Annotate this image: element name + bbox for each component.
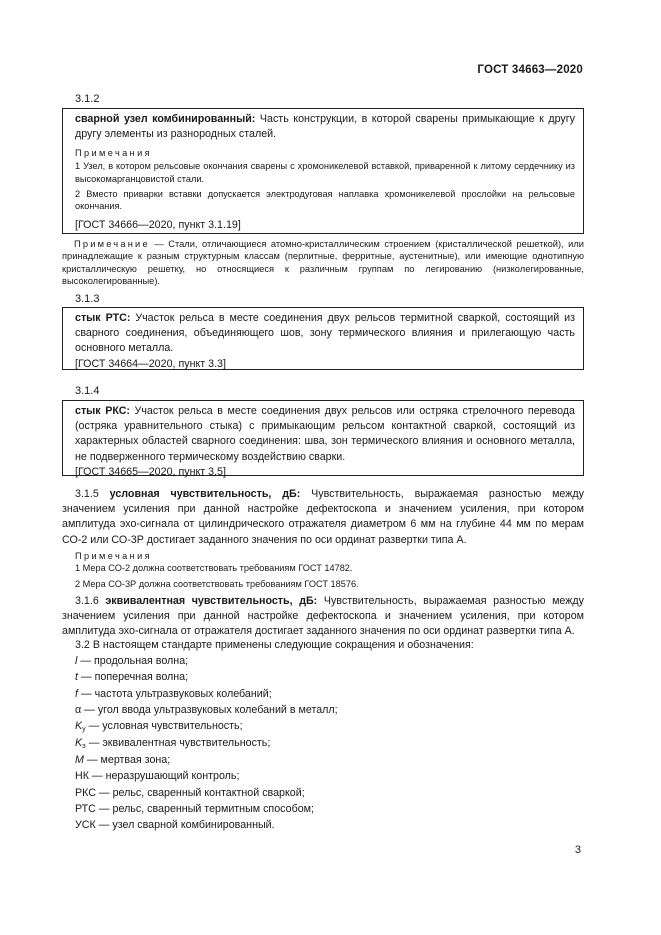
abbreviation-text: — рельс, сваренный термитным способом; bbox=[95, 803, 314, 815]
term: стык РТС: bbox=[75, 312, 131, 324]
definition: Чувствительность, выражаемая разностью между значением усиления при данной настройке дефектоскопа и значением усиления, при котором амплитуда эхо-сигнала от цилиндрического отражателя диаметром 6 мм на глубине 44 мм по мерам СО-2 или СО-3Р достигает заданного значения по оси ординат развертки типа А. bbox=[62, 488, 584, 546]
abbreviation-subscript: э bbox=[82, 743, 86, 750]
term: условная чувствительность, дБ: bbox=[109, 488, 301, 500]
abbreviation-symbol: УСК bbox=[75, 819, 96, 831]
abbreviation-text: — рельс, сваренный контактной сваркой; bbox=[95, 787, 305, 799]
definition: Чувствительность, выражаемая разностью между значением усиления при данной настройке дефектоскопа и значением усиления, при котором амплитуда эхо-сигнала от отражателя достигает заданного значения по оси ординат развертки типа А. bbox=[62, 595, 584, 638]
abbreviation-symbol: НК bbox=[75, 770, 89, 782]
abbreviation-text: — эквивалентная чувствительность; bbox=[85, 737, 271, 749]
definition: Участок рельса в месте соединения двух рельсов или остряка стрелочного перевода (остряка уравнительного стыка) с примыкающим рельсом контактной сваркой, состоящий из характерных областей сварного соединения: шва, зон термического влияния и основного металла, не подверженного термическому воздействию сварки. bbox=[75, 405, 575, 463]
source-reference: [ГОСТ 34666—2020, пункт 3.1.19] bbox=[75, 218, 241, 231]
section-number: 3.1.4 bbox=[75, 385, 100, 397]
abbreviation-item bbox=[75, 753, 170, 768]
term-box-3-1-3 bbox=[62, 307, 584, 370]
section-number: 3.1.3 bbox=[75, 293, 100, 305]
abbreviation-symbol: РКС bbox=[75, 787, 96, 799]
abbreviation-symbol: α bbox=[75, 704, 82, 716]
source-reference: [ГОСТ 34665—2020, пункт 3.5] bbox=[75, 465, 226, 478]
abbreviation-symbol: l bbox=[75, 655, 78, 667]
abbreviation-item bbox=[75, 786, 305, 801]
definition: Участок рельса в месте соединения двух рельсов термитной сваркой, состоящий из сварного соединения, объединяющего шов, зону термического влияния и прилегающую часть основного металла. bbox=[75, 312, 575, 355]
outer-note bbox=[62, 238, 584, 288]
abbreviation-symbol: t bbox=[75, 671, 78, 683]
definition: Часть конструкции, в которой сварены примыкающие к другу другу элементы из разнородных сталей. bbox=[75, 113, 575, 141]
abbreviation-item bbox=[75, 654, 188, 669]
abbreviation-symbol: M bbox=[75, 754, 84, 766]
note: 2 Вместо приварки вставки допускается электродуговая наплавка хромоникелевой прослойки на рельсовые окончания. bbox=[75, 189, 575, 212]
term-3-1-5 bbox=[62, 487, 584, 548]
abbreviation-text: — угол ввода ультразвуковых колебаний в металл; bbox=[81, 704, 338, 716]
abbreviation-text: — поперечная волна; bbox=[77, 671, 189, 683]
abbreviation-item bbox=[75, 687, 272, 702]
source-reference: [ГОСТ 34664—2020, пункт 3.3] bbox=[75, 357, 226, 370]
abbreviation-text: — продольная волна; bbox=[77, 655, 189, 667]
abbreviation-item bbox=[75, 802, 314, 817]
term: сварной узел комбинированный: bbox=[75, 113, 256, 125]
term-box-3-1-2 bbox=[62, 108, 584, 234]
abbreviation-subscript: у bbox=[82, 726, 86, 733]
note: 2 Мера СО-3Р должна соответствовать требованиям ГОСТ 18576. bbox=[75, 579, 359, 589]
abbreviation-item bbox=[75, 703, 338, 718]
page-number: 3 bbox=[574, 844, 581, 856]
term-box-3-1-4 bbox=[62, 400, 584, 476]
abbreviation-item bbox=[75, 719, 243, 737]
abbreviation-item bbox=[75, 736, 270, 754]
note-text: — Стали, отличающиеся атомно-кристаллическим строением (кристаллической решеткой), или принадлежащие к разным структурным классам (перлитные, ферритные, аустенитные), или имеющие однотипную кристаллическую решетку, но относящиеся к различным группам по легированию (низколегированные, высоколегированные). bbox=[62, 239, 584, 287]
abbreviation-symbol: K bbox=[75, 720, 83, 732]
term: эквивалентная чувствительность, дБ: bbox=[105, 595, 318, 607]
notes-title: Примечания bbox=[75, 148, 153, 159]
section-number: 3.1.2 bbox=[75, 93, 100, 105]
abbreviation-text: — мертвая зона; bbox=[83, 754, 171, 766]
section-number: 3.1.5 bbox=[75, 488, 99, 500]
abbreviation-symbol: РТС bbox=[75, 803, 96, 815]
note: 1 Мера СО-2 должна соответствовать требованиям ГОСТ 14782. bbox=[75, 563, 353, 573]
abbreviation-symbol: K bbox=[75, 737, 83, 749]
abbreviation-text: — неразрушающий контроль; bbox=[88, 770, 240, 782]
document-header: ГОСТ 34663—2020 bbox=[477, 64, 583, 76]
abbreviations-intro: 3.2 В настоящем стандарте применены следующие сокращения и обозначения: bbox=[75, 639, 474, 651]
abbreviation-text: — частота ультразвуковых колебаний; bbox=[77, 688, 272, 700]
term-3-1-6 bbox=[62, 594, 584, 640]
abbreviation-item bbox=[75, 769, 239, 784]
abbreviation-symbol: f bbox=[75, 688, 78, 700]
abbreviation-text: — узел сварной комбинированный. bbox=[95, 819, 275, 831]
abbreviation-text: — условная чувствительность; bbox=[85, 720, 243, 732]
abbreviation-item bbox=[75, 818, 275, 833]
note: 1 Узел, в котором рельсовые окончания сварены с хромоникелевой вставкой, приваренной к литому сердечнику из высокомарганцовистой стали. bbox=[75, 161, 575, 184]
note-label: Примечание bbox=[74, 239, 150, 249]
term: стык РКС: bbox=[75, 405, 130, 417]
section-number: 3.1.6 bbox=[75, 595, 99, 607]
abbreviation-item bbox=[75, 670, 188, 685]
notes-title: Примечания bbox=[75, 551, 153, 561]
